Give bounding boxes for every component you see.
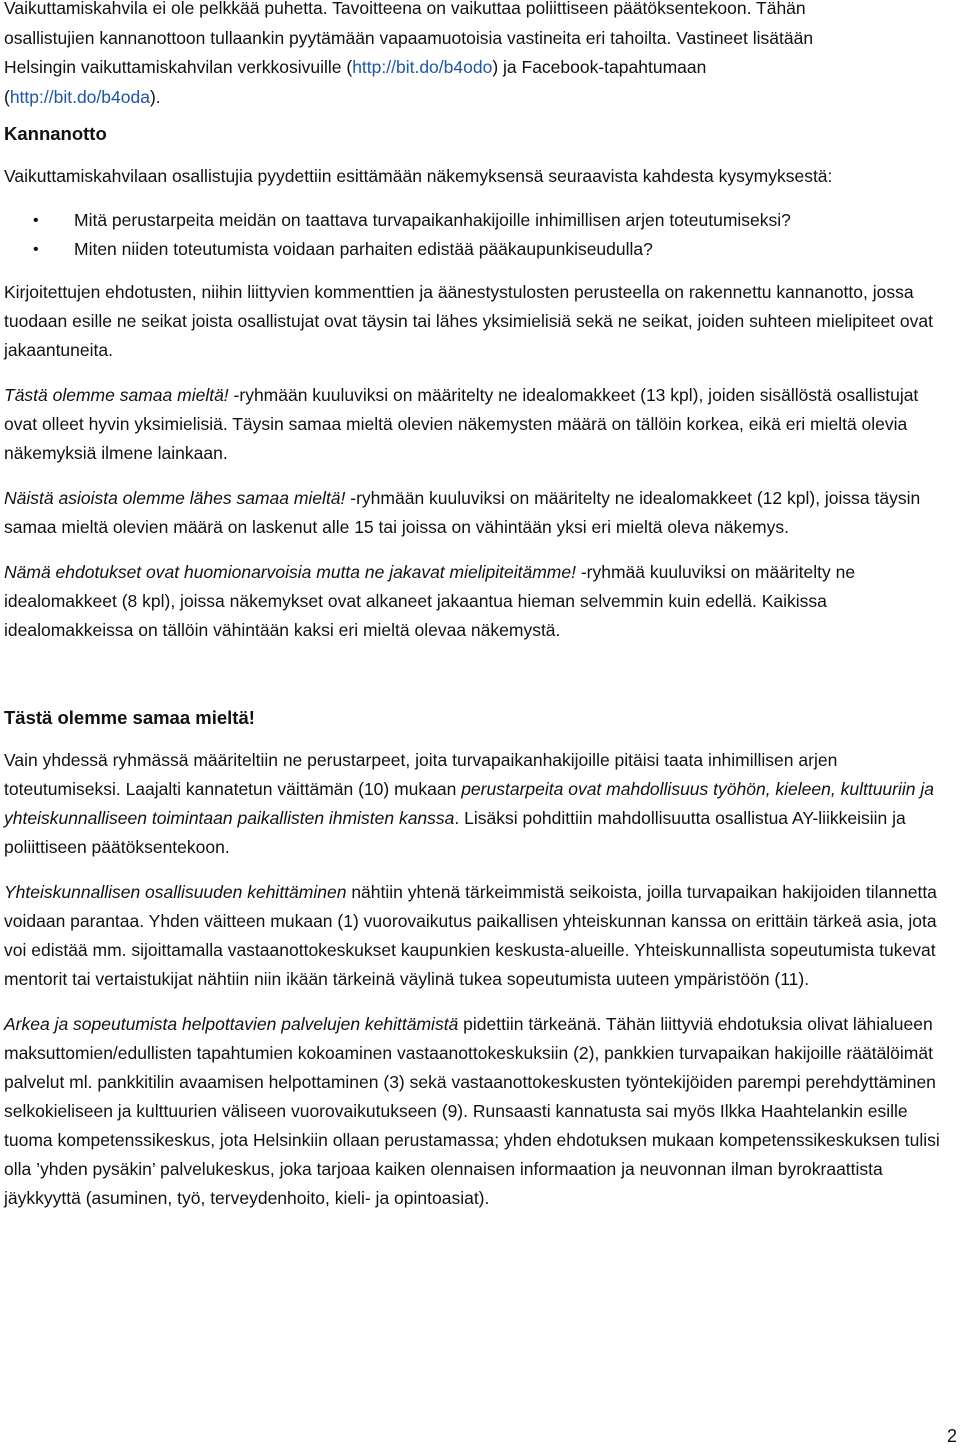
intro-line: Vaikuttamiskahvila ei ole pelkkää puhetta. Tavoitteena on vaikuttaa poliittiseen päätöksentekoon. Tähän <box>4 0 806 18</box>
group-name: Näistä asioista olemme lähes samaa mieltä! <box>4 488 346 508</box>
bullet-icon: • <box>33 212 39 229</box>
body-paragraph: Nämä ehdotukset ovat huomionarvoisia mutta ne jakavat mielipiteitämme! -ryhmää kuuluviksi on määritelty ne idealomakkeet (8 kpl), joissa näkemykset ovat alkaneet jakaantua hieman selvemmin kuin edellä. Kaikissa idealomakkeissa on tällöin vähintään kaksi eri mieltä olevaa näkemystä. <box>4 562 856 640</box>
body-paragraph: Vain yhdessä ryhmässä määriteltiin ne perustarpeet, joita turvapaikanhakijoille pitäisi taata inhimillisen arjen toteutumiseksi. Laajalti kannatetun väittämän (10) mukaan perustarpeita ovat mahdollisuus työhön, kieleen, kulttuuriin ja yhteiskunnalliseen toimintaan paikallisten ihmisten kanssa. Lisäksi pohdittiin mahdollisuutta osallistua AY-liikkeisiin ja poliittiseen päätöksentekoon. <box>4 750 934 857</box>
section-heading-kannanotto: Kannanotto <box>4 123 107 144</box>
body-paragraph: Kirjoitettujen ehdotusten, niihin liittyvien kommenttien ja äänestystulosten perusteella on rakennettu kannanotto, jossa tuodaan esille ne seikat joista osallistujat ovat täysin tai lähes yksimielisiä sekä ne seikat, joiden suhteen mielipiteet ovat jakaantuneita. <box>4 282 933 360</box>
intro-paragraph <box>4 0 952 112</box>
lead-paragraph: Vaikuttamiskahvilaan osallistujia pyydettiin esittämään näkemyksensä seuraavista kahdesta kysymyksestä: <box>4 166 833 186</box>
body-paragraph: Arkea ja sopeutumista helpottavien palvelujen kehittämistä pidettiin tärkeänä. Tähän liittyviä ehdotuksia olivat lähialueen maksuttomien/edullisten tapahtumien kokoaminen vastaanottokeskuksiin (2), pankkien turvapaikan hakijoille räätälöimät palvelut ml. pankkitilin avaamisen helpottaminen (3) sekä vastaanottokeskusten työntekijöiden parempi perehdyttäminen selkokieliseen ja kulttuurien väliseen vuorovaikutukseen (9). Runsaasti kannatusta sai myös Ilkka Haahtelankin esille tuoma kompetenssikeskus, jota Helsinkiin ollaan perustamassa; yhden ehdotuksen mukaan kompetenssikeskuksen tulisi olla ’yhden pysäkin’ palvelukeskus, joka tarjoaa kaiken olennaisen informaation ja neuvonnan ilman byrokraattista jäykkyyttä (asuminen, työ, terveydenhoito, kieli- ja opintoasiat). <box>4 1014 940 1208</box>
bullet-icon: • <box>33 241 39 258</box>
list-item: • Miten niiden toteutumista voidaan parhaiten edistää pääkaupunkiseudulla? <box>4 235 952 264</box>
body-paragraph: Tästä olemme samaa mieltä! -ryhmään kuuluviksi on määritelty ne idealomakkeet (13 kpl), joiden sisällöstä osallistujat ovat olleet hyvin yksimielisiä. Täysin samaa mieltä olevien näkemysten määrä on tällöin korkea, eikä eri mieltä olevia näkemyksiä ilmene lainkaan. <box>4 385 919 463</box>
intro-line: Helsingin vaikuttamiskahvilan verkkosivuille (http://bit.do/b4odo) ja Facebook-tapahtumaan <box>4 57 707 77</box>
topic-name: Arkea ja sopeutumista helpottavien palvelujen kehittämistä <box>4 1014 459 1034</box>
list-item: • Mitä perustarpeita meidän on taattava turvapaikanhakijoille inhimillisen arjen toteutumiseksi? <box>4 206 952 235</box>
intro-line: (http://bit.do/b4oda). <box>4 86 161 107</box>
section-heading-samaa-mielta: Tästä olemme samaa mieltä! <box>4 707 255 728</box>
body-paragraph: Näistä asioista olemme lähes samaa mieltä! -ryhmään kuuluviksi on määritelty ne idealomakkeet (12 kpl), joissa täysin samaa mieltä olevien määrä on laskenut alle 15 tai joissa on vähintään yksi eri mieltä oleva näkemys. <box>4 488 921 537</box>
website-link[interactable]: http://bit.do/b4odo <box>352 57 493 77</box>
group-name: Nämä ehdotukset ovat huomionarvoisia mutta ne jakavat mielipiteitämme! <box>4 562 576 582</box>
page-number: 2 <box>946 1426 957 1446</box>
question-list <box>4 206 952 264</box>
document-page <box>4 0 952 1213</box>
body-paragraph: Yhteiskunnallisen osallisuuden kehittäminen nähtiin yhtenä tärkeimmistä seikoista, joilla turvapaikan hakijoiden tilannetta voidaan parantaa. Yhden väitteen mukaan (1) vuorovaikutus paikallisen yhteiskunnan kanssa on erittäin tärkeä asia, jota voi edistää mm. sijoittamalla vastaanottokeskukset kaupunkien keskusta-alueille. Yhteiskunnallista sopeutumista tukevat mentorit tai vertaistukijat nähtiin niin ikään tärkeinä väylinä tukea sopeutumista uuteen ympäristöön (11). <box>4 882 937 989</box>
group-name: Tästä olemme samaa mieltä! <box>4 385 229 405</box>
intro-line: osallistujien kannanottoon tullaankin pyytämään vapaamuotoisia vastineita eri tahoilta. Vastineet lisätään <box>4 27 814 48</box>
facebook-event-link[interactable]: http://bit.do/b4oda <box>9 86 150 107</box>
topic-name: Yhteiskunnallisen osallisuuden kehittäminen <box>4 882 347 902</box>
